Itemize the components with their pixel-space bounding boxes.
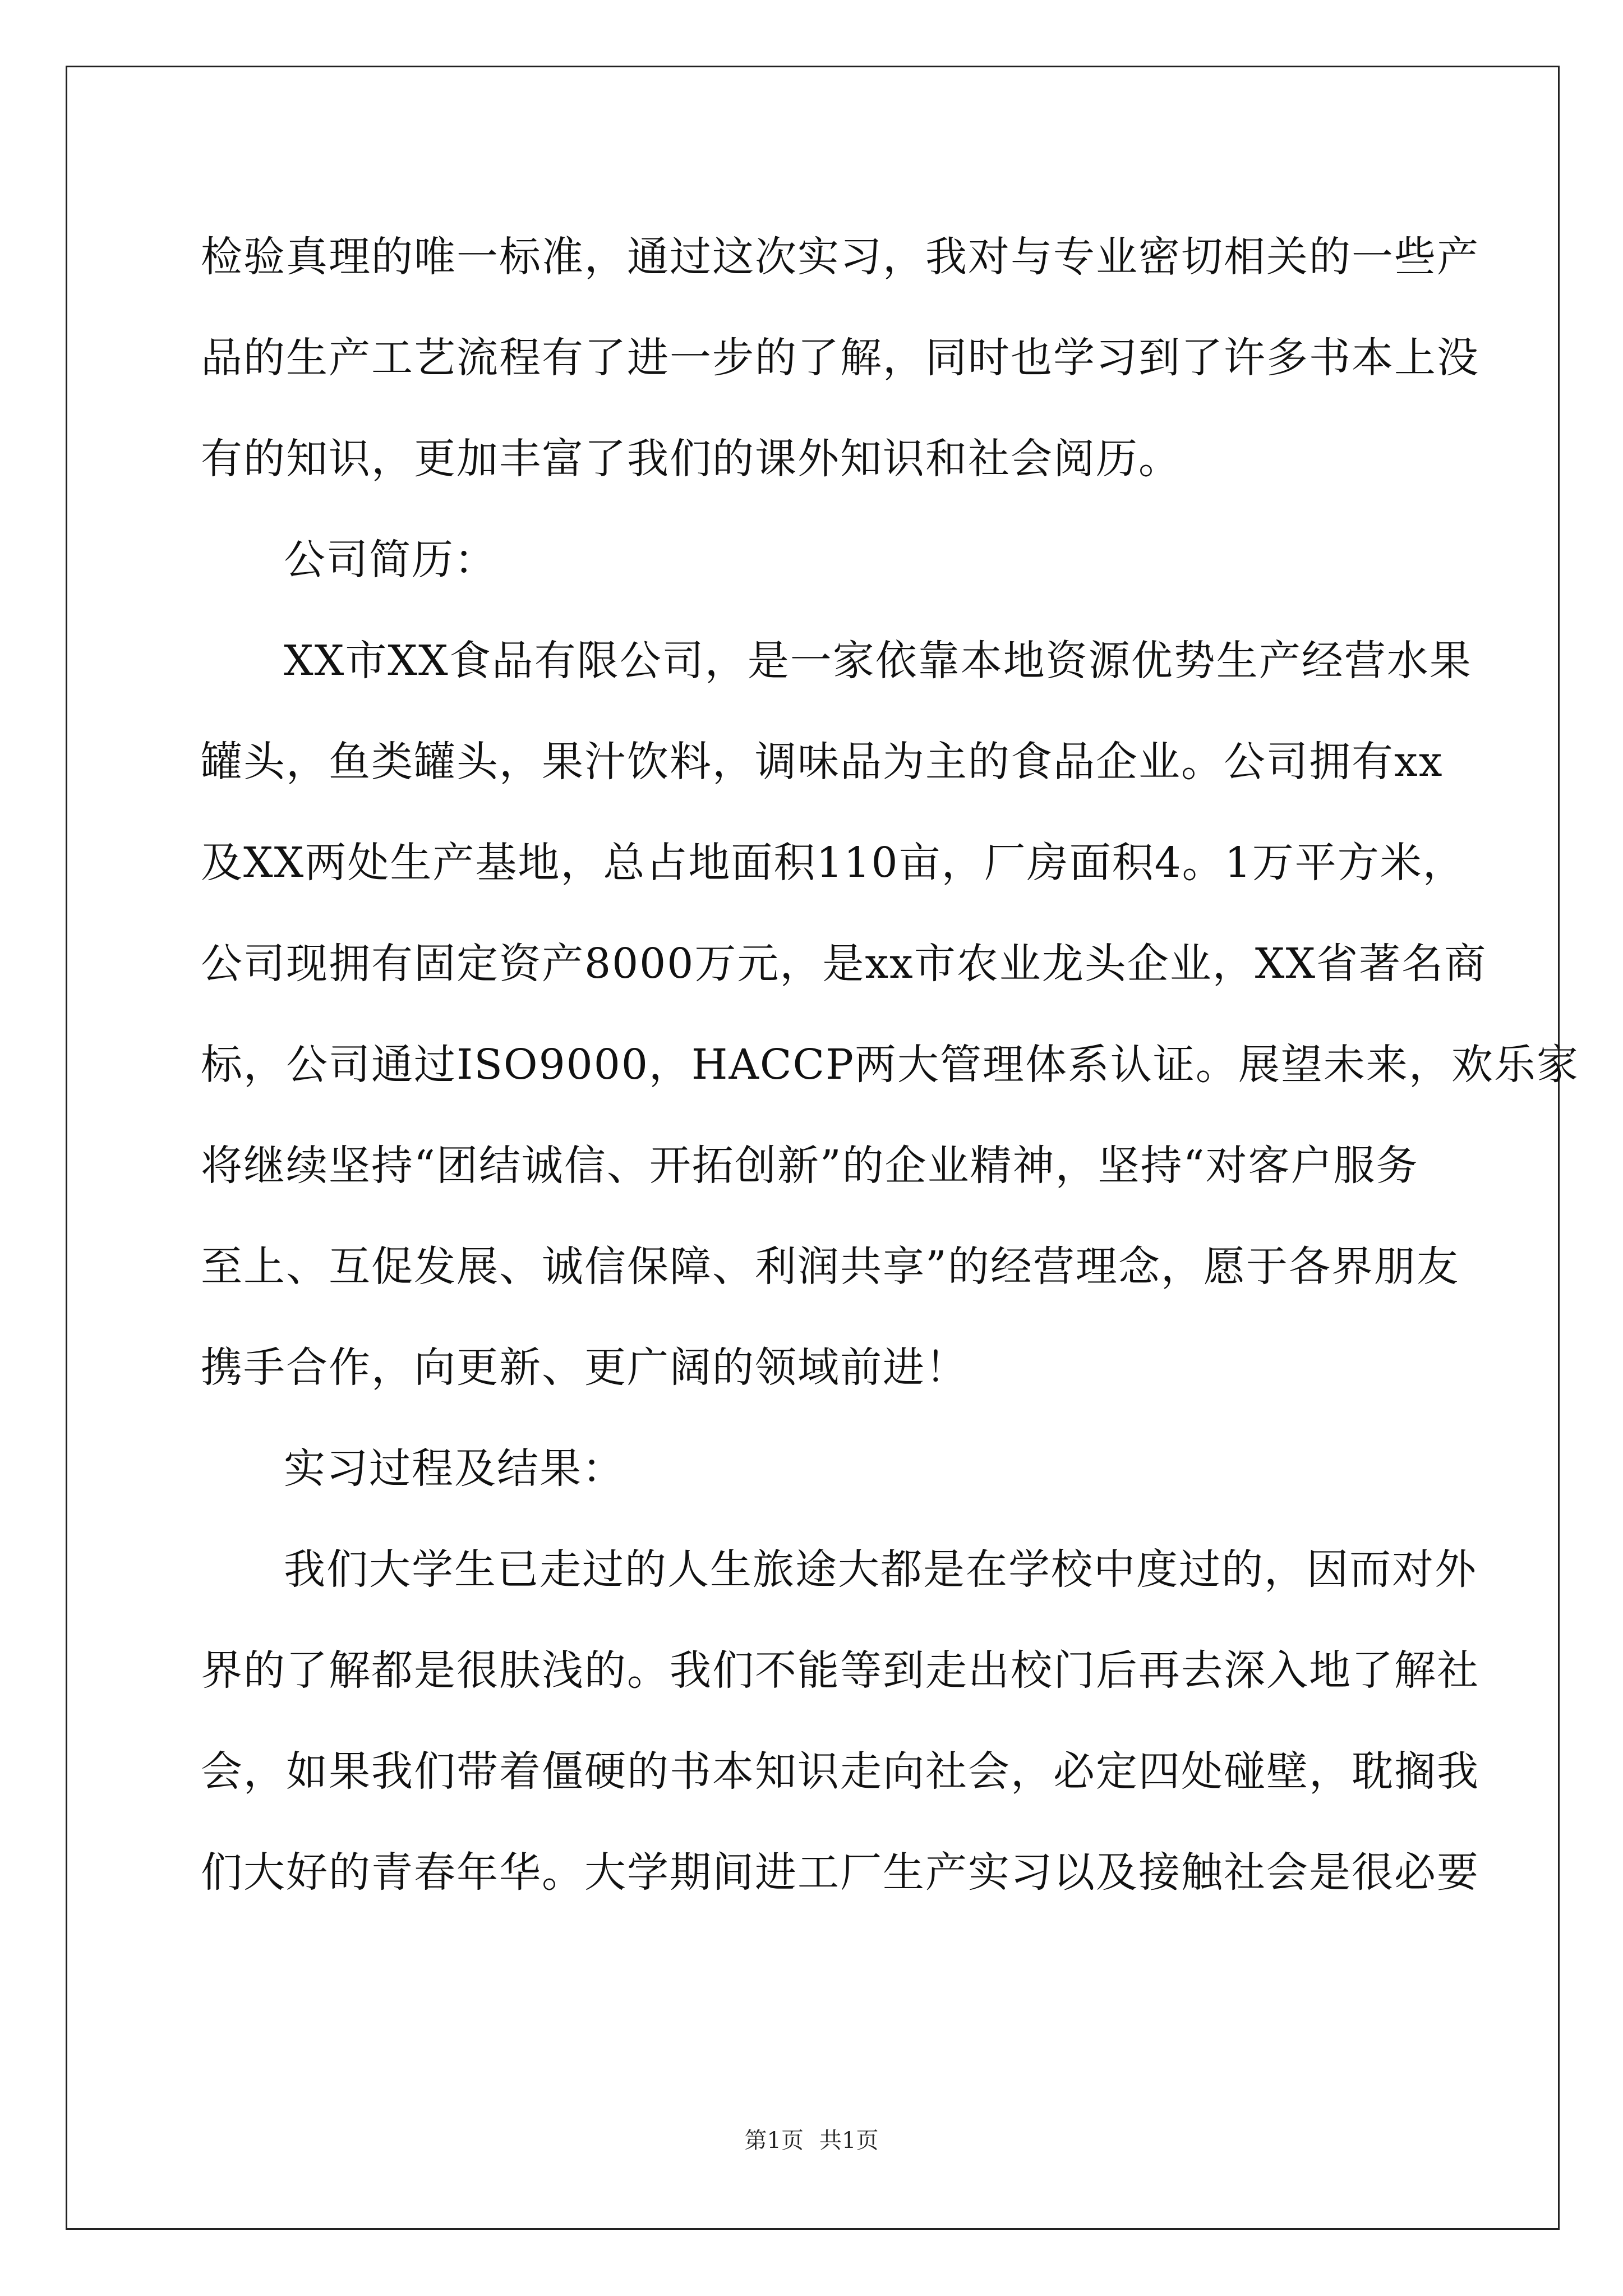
section-heading-company-profile: 公司简历：	[284, 536, 497, 584]
text-line: 标，公司通过ISO9000，HACCP两大管理体系认证。展望未来，欢乐家	[201, 1041, 1579, 1089]
section-heading-internship-process: 实习过程及结果：	[284, 1444, 625, 1493]
page-number: 第1页	[744, 2128, 804, 2154]
text-line: 们大好的青春年华。大学期间进工厂生产实习以及接触社会是很必要	[201, 1848, 1479, 1897]
text-line: 品的生产工艺流程有了进一步的了解，同时也学习到了许多书本上没	[201, 334, 1479, 382]
page-total: 共1页	[819, 2128, 879, 2154]
text-line: 罐头，鱼类罐头，果汁饮料，调味品为主的食品企业。公司拥有xx	[201, 738, 1444, 786]
text-line: 公司现拥有固定资产8000万元，是xx市农业龙头企业，XX省著名商	[201, 940, 1487, 988]
text-line: 有的知识，更加丰富了我们的课外知识和社会阅历。	[201, 435, 1181, 483]
text-line: 及XX两处生产基地，总占地面积110亩，厂房面积4。1万平方米，	[201, 839, 1465, 887]
text-line: 将继续坚持“团结诚信、开拓创新”的企业精神，坚持“对客户服务	[201, 1142, 1419, 1190]
text-line: 会，如果我们带着僵硬的书本知识走向社会，必定四处碰壁，耽搁我	[201, 1747, 1479, 1796]
document-body	[201, 206, 1579, 1923]
text-line: 界的了解都是很肤浅的。我们不能等到走出校门后再去深入地了解社	[201, 1646, 1479, 1695]
text-line: 携手合作，向更新、更广阔的领域前进！	[201, 1343, 968, 1392]
text-line: 检验真理的唯一标准，通过这次实习，我对与专业密切相关的一些产	[201, 233, 1479, 281]
text-line: 至上、互促发展、诚信保障、利润共享”的经营理念，愿于各界朋友	[201, 1243, 1459, 1291]
page-footer	[0, 2124, 1623, 2157]
text-line: XX市XX食品有限公司，是一家依靠本地资源优势生产经营水果	[284, 637, 1472, 685]
text-line: 我们大学生已走过的人生旅途大都是在学校中度过的，因而对外	[284, 1545, 1477, 1594]
